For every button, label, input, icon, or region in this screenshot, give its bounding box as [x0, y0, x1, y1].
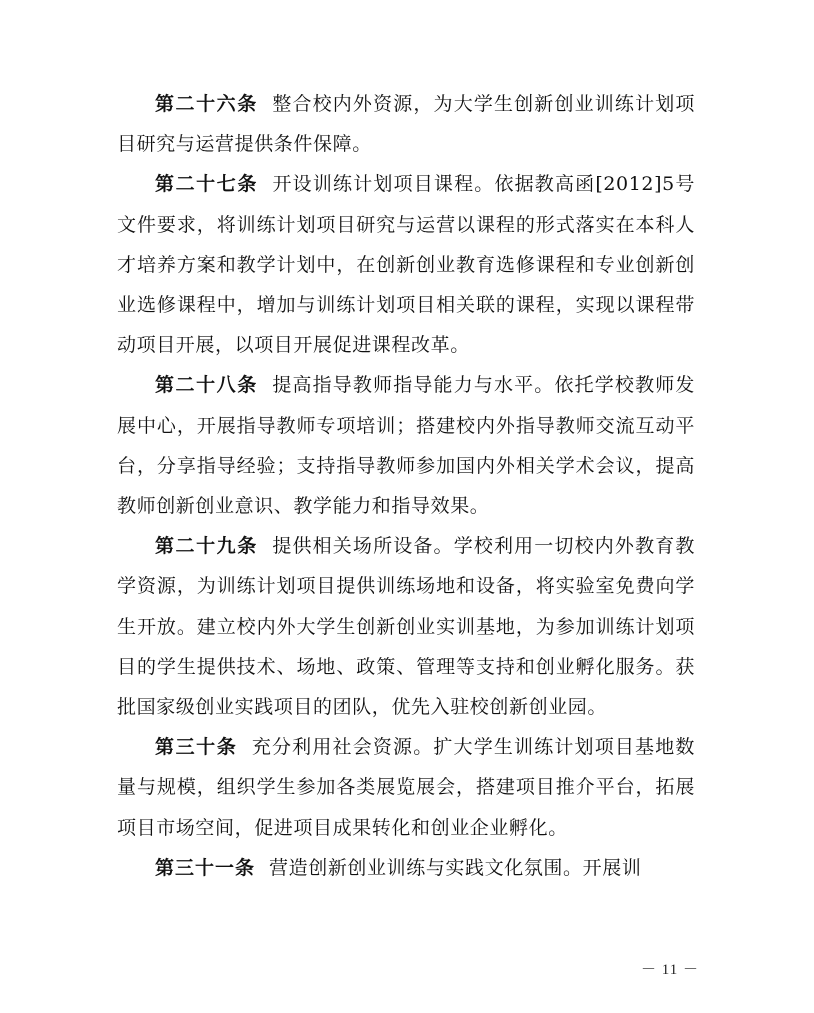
- article-heading: 第三十条: [155, 736, 238, 759]
- page-number: － 11 －: [641, 962, 699, 978]
- article-27: [117, 164, 695, 365]
- article-31: [117, 848, 695, 888]
- article-text: 营造创新创业训练与实践文化氛围。开展训: [269, 856, 642, 879]
- article-28: [117, 365, 695, 526]
- article-26: [117, 84, 695, 164]
- article-text: 开设训练计划项目课程。依据教高函[2012]5号文件要求，将训练计划项目研究与运营以课程的形式落实在本科人才培养方案和教学计划中，在创新创业教育选修课程和专业创新创业选修课程中，增加与训练计划项目相关联的课程，实现以课程带动项目开展，以项目开展促进课程改革。: [117, 173, 695, 357]
- document-body: [117, 84, 695, 888]
- article-text: 提高指导教师指导能力与水平。依托学校教师发展中心，开展指导教师专项培训；搭建校内外指导教师交流互动平台，分享指导经验；支持指导教师参加国内外相关学术会议，提高教师创新创业意识、教学能力和指导效果。: [117, 374, 695, 518]
- article-29: [117, 526, 695, 727]
- article-heading: 第二十八条: [155, 374, 258, 397]
- article-heading: 第二十七条: [155, 173, 258, 196]
- article-text: 提供相关场所设备。学校利用一切校内外教育教学资源，为训练计划项目提供训练场地和设备，将实验室免费向学生开放。建立校内外大学生创新创业实训基地，为参加训练计划项目的学生提供技术、场地、政策、管理等支持和创业孵化服务。获批国家级创业实践项目的团队，优先入驻校创新创业园。: [117, 535, 695, 719]
- article-heading: 第三十一条: [155, 856, 256, 879]
- article-text: 整合校内外资源，为大学生创新创业训练计划项目研究与运营提供条件保障。: [117, 93, 695, 156]
- article-30: [117, 727, 695, 848]
- article-heading: 第二十六条: [155, 93, 258, 115]
- article-text: 充分利用社会资源。扩大学生训练计划项目基地数量与规模，组织学生参加各类展览展会，搭建项目推介平台，拓展项目市场空间，促进项目成果转化和创业企业孵化。: [117, 736, 695, 839]
- article-heading: 第二十九条: [155, 535, 258, 558]
